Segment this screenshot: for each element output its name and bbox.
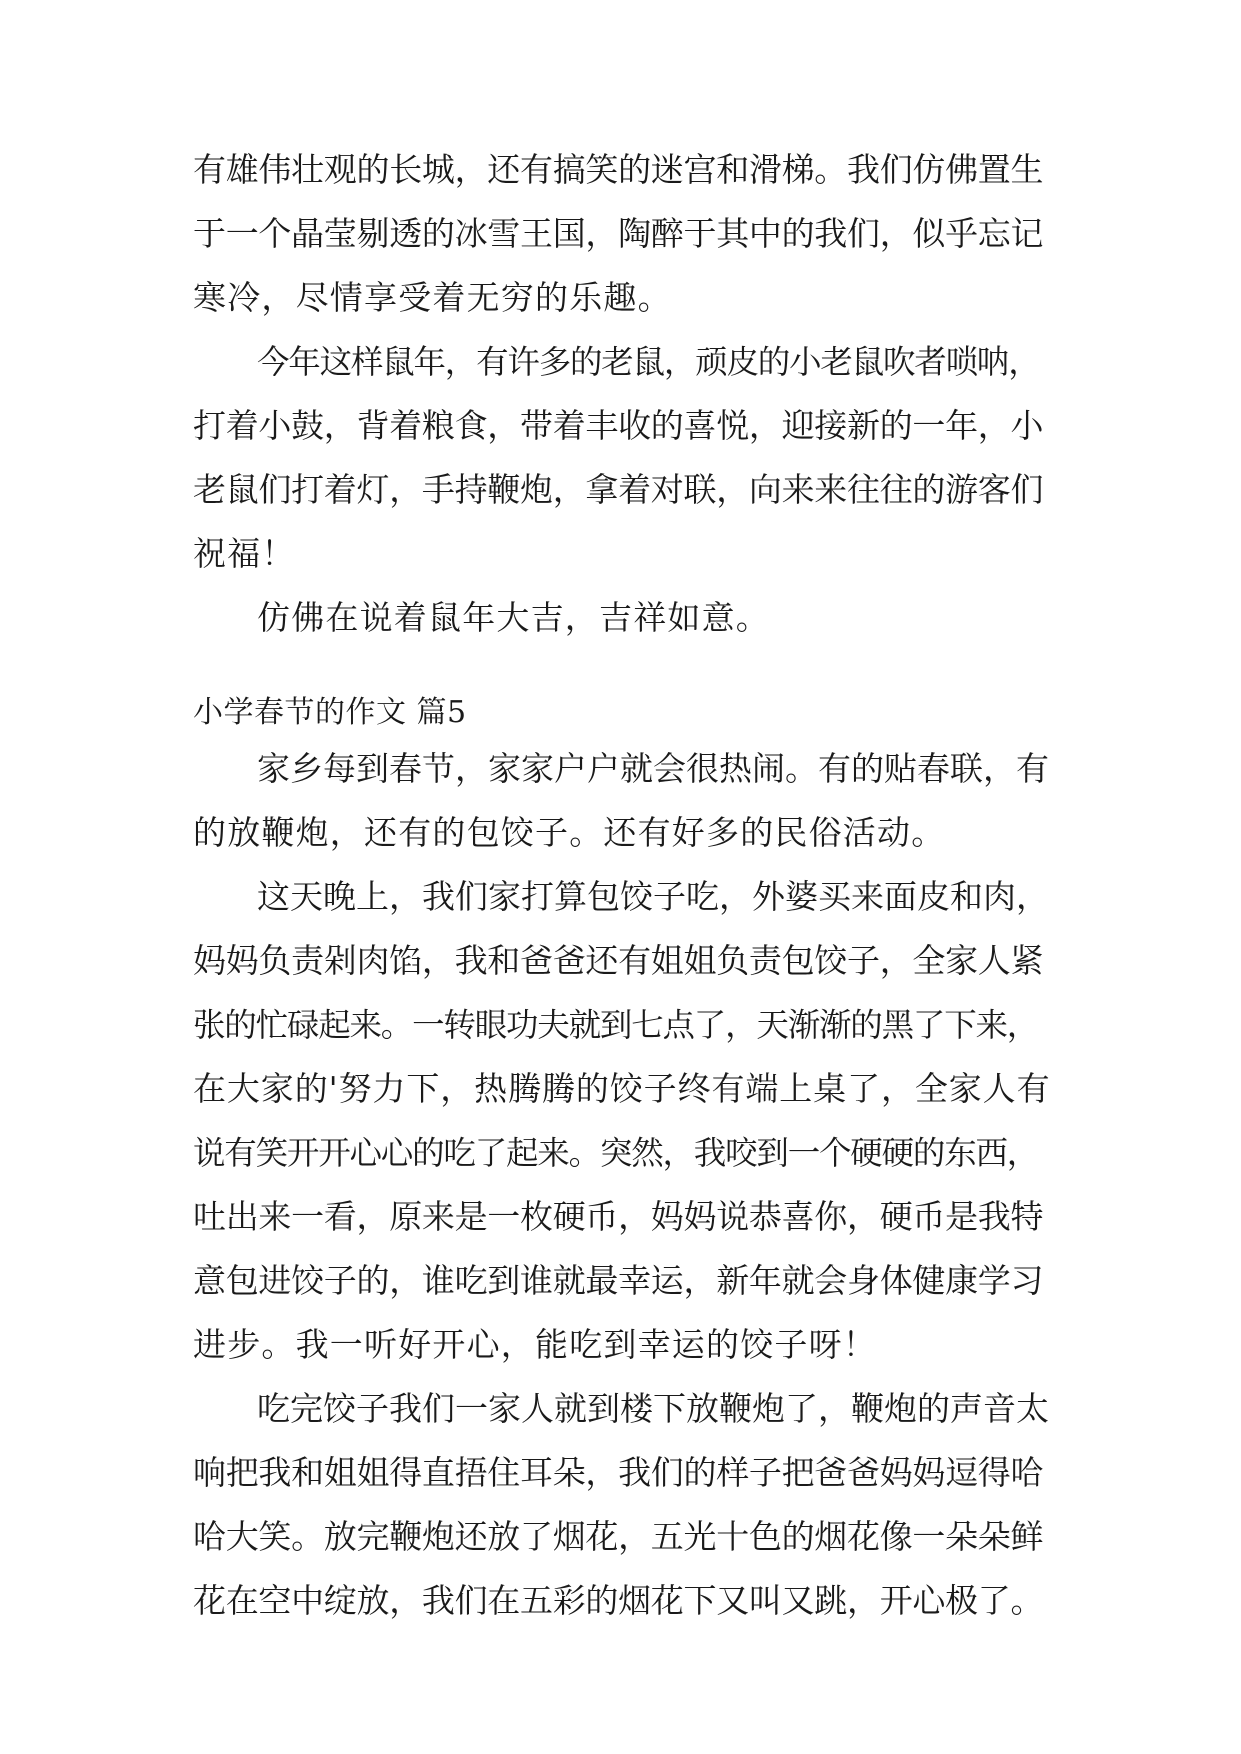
text-line: 的放鞭炮，还有的包饺子。还有好多的民俗活动。	[193, 813, 946, 852]
section-heading: 小学春节的作文 篇5	[193, 695, 467, 730]
text-line: 妈妈负责剁肉馅，我和爸爸还有姐姐负责包饺子，全家人紧	[193, 941, 1044, 980]
text-line: 响把我和姐姐得直捂住耳朵，我们的样子把爸爸妈妈逗得哈	[193, 1453, 1044, 1492]
text-line: 于一个晶莹剔透的冰雪王国，陶醉于其中的我们，似乎忘记	[193, 214, 1044, 253]
text-line: 老鼠们打着灯，手持鞭炮，拿着对联，向来来往往的游客们	[193, 470, 1044, 509]
text-line: 意包进饺子的，谁吃到谁就最幸运，新年就会身体健康学习	[193, 1261, 1044, 1300]
text-line: 寒冷，尽情享受着无穷的乐趣。	[193, 278, 672, 317]
text-line: 仿佛在说着鼠年大吉，吉祥如意。	[257, 598, 770, 637]
text-line: 家乡每到春节，家家户户就会很热闹。有的贴春联，有	[257, 749, 1049, 788]
text-line: 这天晚上，我们家打算包饺子吃，外婆买来面皮和肉，	[257, 877, 1049, 916]
text-line: 祝福！	[193, 534, 296, 573]
text-line: 哈大笑。放完鞭炮还放了烟花，五光十色的烟花像一朵朵鲜	[193, 1517, 1044, 1556]
text-line: 吃完饺子我们一家人就到楼下放鞭炮了，鞭炮的声音太	[257, 1389, 1049, 1428]
text-line: 打着小鼓，背着粮食，带着丰收的喜悦，迎接新的一年，小	[193, 406, 1044, 445]
text-line: 今年这样鼠年，有许多的老鼠，顽皮的小老鼠吹者唢呐，	[257, 343, 1040, 381]
text-line: 张的忙碌起来。一转眼功夫就到七点了，天渐渐的黑了下来，	[193, 1006, 1039, 1044]
text-line: 有雄伟壮观的长城，还有搞笑的迷宫和滑梯。我们仿佛置生	[193, 150, 1044, 189]
text-line: 在大家的'努力下，热腾腾的饺子终有端上桌了，全家人有	[193, 1069, 1051, 1108]
text-line: 吐出来一看，原来是一枚硬币，妈妈说恭喜你，硬币是我特	[193, 1197, 1044, 1236]
text-line: 进步。我一听好开心，能吃到幸运的饺子呀！	[193, 1325, 877, 1364]
text-line: 花在空中绽放，我们在五彩的烟花下又叫又跳，开心极了。	[193, 1581, 1044, 1620]
text-line: 说有笑开开心心的吃了起来。突然，我咬到一个硬硬的东西，	[193, 1134, 1039, 1172]
